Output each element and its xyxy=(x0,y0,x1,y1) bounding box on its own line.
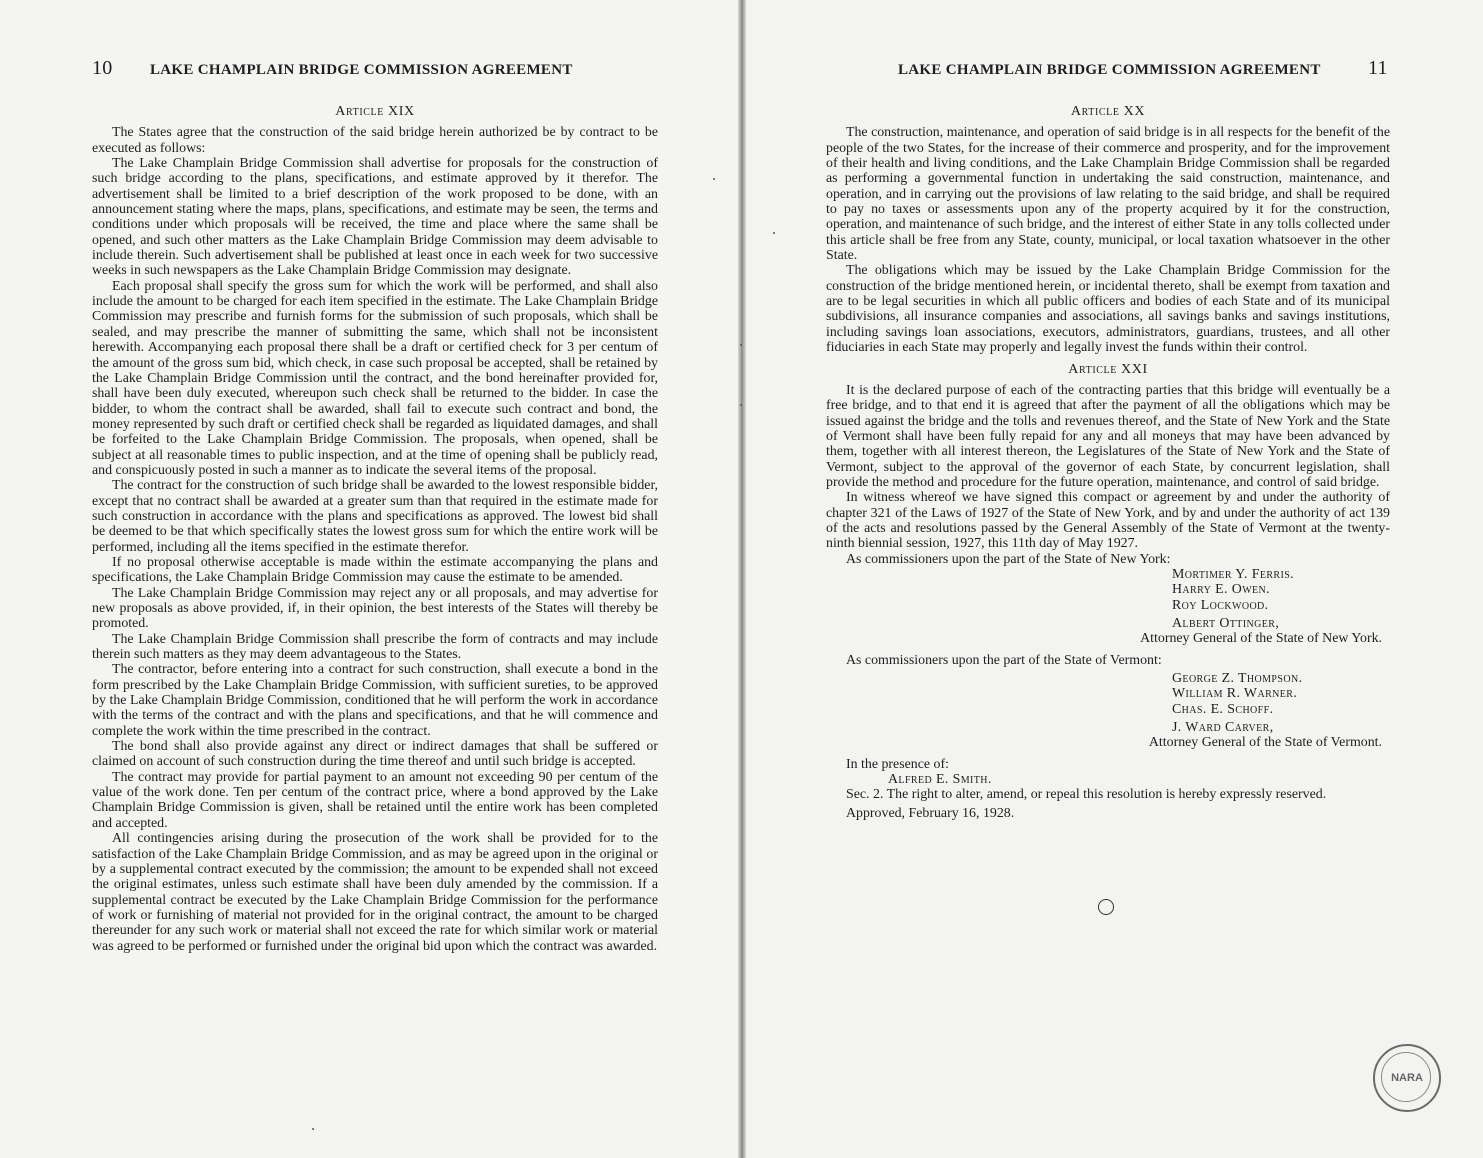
paragraph: All contingencies arising during the prosecution of the work shall be provided for to the satisfaction of the Lake Champlain Bridge Commission, and as may be agreed upon in the original or by a supplemental contract executed by the commission; the amount to be expended shall not exceed the original estimates, unless such estimate shall have been duly amended by the commission. If a supplemental contract be executed by the Lake Champlain Bridge Commission for the performance of work or furnishing of material not provided for in the original contract, the amount to be charged thereunder for any such work or material shall not exceed the rate for which similar work or material was agreed to be performed or furnished under the original bid upon which the contract was awarded. xyxy=(92,831,658,954)
speck xyxy=(740,344,742,346)
article-title: Article XXI xyxy=(1068,361,1148,377)
paragraph: In witness whereof we have signed this compact or agreement by and under the authority of chapter 321 of the Laws of 1927 of the State of New York, and by and under the authority of act 139 of the acts and resolutions passed by the General Assembly of the State of Vermont at the twenty-ninth biennial session, 1927, this 11th day of May 1927. xyxy=(826,490,1390,552)
right-page-header xyxy=(898,57,1388,90)
signer-name: J. Ward Carver, xyxy=(1172,720,1274,736)
paragraph: The contractor, before entering into a contract for such construction, shall execute a bond in the form prescribed by the Lake Champlain Bridge Commission, with sufficient sureties, to be approved by the Lake Champlain Bridge Commission, conditioned that he will perform the work in accordance with the terms of the contract and with the plans and specifications, and that he will commence and complete the work within the time prescribed in the contract. xyxy=(92,662,658,739)
speck xyxy=(713,178,715,180)
article-title: Article XX xyxy=(1070,104,1146,119)
speck xyxy=(773,232,775,234)
stamp-label: NARA xyxy=(1391,1072,1423,1084)
signer-name: Albert Ottinger, xyxy=(1172,616,1280,631)
section-2: Sec. 2. The right to alter, amend, or repeal this resolution is hereby expressly reserved. xyxy=(846,787,1327,803)
paragraph: The contract may provide for partial payment to an amount not exceeding 90 per centum of the value of the work done. Ten per centum of the contract price, where a bond approved by the Lake Champlain Bridge Commission is given, shall be retained until the entire work has been completed and accepted. xyxy=(92,769,658,831)
paragraph: It is the declared purpose of each of the contracting parties that this bridge will eventually be a free bridge, and to that end it is agreed that after the payment of all the obligations which may be issued against the bridge and the tolls and revenues thereof, and the State of New York and the State of Vermont shall have been fully repaid for any and all moneys that may have been advanced by them, together with all interest thereon, the Legislatures of the State of New York and the State of Vermont, subject to the approval of the governor of each State, by concurrent legislation, shall provide the method and procedure for the future operation, maintenance, and control of said bridge. xyxy=(826,382,1390,490)
running-head: LAKE CHAMPLAIN BRIDGE COMMISSION AGREEMENT xyxy=(898,62,1321,78)
signer-name: Roy Lockwood. xyxy=(1172,597,1269,613)
presence-intro: In the presence of: xyxy=(846,756,949,772)
signer-name: Chas. E. Schoff. xyxy=(1172,701,1274,717)
approved-date: Approved, February 16, 1928. xyxy=(846,805,1015,821)
paragraph: Each proposal shall specify the gross sum for which the work will be performed, and shall also include the amount to be charged for each item specified in the estimate. The Lake Champlain Bridge Commission may prescribe and furnish forms for the submission of such proposals, which shall be sealed, and may prescribe the manner of submitting the same, which shall not be inconsistent herewith. Accompanying each proposal there shall be a draft or certified check for 3 per centum of the amount of the gross sum bid, which check, in case such proposal be accepted, shall be retained by the Lake Champlain Bridge Commission until the contract, and the bond hereinafter provided for, shall have been duly executed, whereupon such check shall be returned to the bidder. In case the bidder, to whom the contract shall be awarded, shall fail to execute such contract and bond, the money represented by such draft or certified check shall be regarded as liquidated damages, and shall be forfeited to the Lake Champlain Bridge Commission. The proposals, when opened, shall be subject at all reasonable times to public inspection, and at the time of opening shall be publicly read, and conspicuously posted in such a manner as to indicate the several items of the proposal. xyxy=(92,278,658,478)
paragraph: The obligations which may be issued by the Lake Champlain Bridge Commission for the construction of the bridge mentioned herein, or incidental thereto, shall be exempt from taxation and are to be legal securities in which all public officers and bodies of each State and of its municipal subdivisions, all insurance companies and associations, all savings banks and savings institutions, including savings loan associations, executors, administrators, guardians, trustees, and all other fiduciaries in each State may properly and legally invest the funds within their control. xyxy=(826,263,1390,356)
right-page xyxy=(746,0,1483,1158)
signer-name: Mortimer Y. Ferris. xyxy=(1172,566,1295,582)
paragraph: If no proposal otherwise acceptable is made within the estimate accompanying the plans and specifications, the Lake Champlain Bridge Commission may cause the estimate to be amended. xyxy=(92,554,658,586)
page-number: 10 xyxy=(92,57,113,79)
paragraph: The Lake Champlain Bridge Commission may reject any or all proposals, and may advertise for new proposals as above provided, if, in their opinion, the best interests of the States will thereby be promoted. xyxy=(92,585,658,632)
signer-name: George Z. Thompson. xyxy=(1172,671,1303,687)
attorney-general-title: Attorney General of the State of Vermont. xyxy=(1148,735,1382,751)
paragraph: The Lake Champlain Bridge Commission shall advertise for proposals for the construction of such bridge according to the plans, specifications, and estimate approved by it therefor. The advertisement shall be limited to a brief description of the work proposed to be done, with an announcement stating where the maps, plans, specifications, and estimate may be seen, the terms and conditions under which proposals will be received, the time and place where the same shall be opened, and such other matters as the Lake Champlain Bridge Commission may deem advisable to include therein. Such advertisement shall be published at least once in each week for two successive weeks in such newspapers as the Lake Champlain Bridge Commission may designate. xyxy=(92,156,658,279)
paragraph: The construction, maintenance, and operation of said bridge is in all respects for the benefit of the people of the two States, for the increase of their commerce and prosperity, and for the improvement of their health and living conditions, and the Lake Champlain Bridge Commission shall be regarded as performing a governmental function in undertaking the said construction, maintenance, and operation, and in carrying out the provisions of law relating to the said bridge, and shall be required to pay no taxes or assessments upon any of the property acquired by it for the construction, operation, and maintenance of such bridge, and the interest of either State in any tolls collected under this article shall be free from any State, county, municipal, or local taxation whatsoever in the other State. xyxy=(826,125,1390,264)
article-title: Article XIX xyxy=(335,104,415,119)
paragraph: The bond shall also provide against any direct or indirect damages that shall be suffered or claimed on account of such construction during the time thereof and until such bridge is accepted. xyxy=(92,739,658,770)
page-number: 11 xyxy=(1368,57,1388,79)
right-page-body xyxy=(826,104,1390,821)
book-gutter xyxy=(738,0,746,1158)
attorney-general-title: Attorney General of the State of New York. xyxy=(1140,631,1382,647)
archive-stamp xyxy=(1373,1044,1441,1112)
circle-mark xyxy=(1098,899,1114,915)
running-head: LAKE CHAMPLAIN BRIDGE COMMISSION AGREEMENT xyxy=(150,62,573,78)
paragraph: The States agree that the construction of the said bridge herein authorized be by contract to be executed as follows: xyxy=(92,125,658,156)
paragraph: The Lake Champlain Bridge Commission shall prescribe the form of contracts and may include therein such matters as they may deem advantageous to the States. xyxy=(92,631,658,663)
speck xyxy=(740,404,742,406)
vt-commissioners-intro: As commissioners upon the part of the State of Vermont: xyxy=(846,652,1162,668)
left-page-body xyxy=(92,104,658,954)
presence-name: Alfred E. Smith. xyxy=(888,772,992,788)
speck xyxy=(312,1128,314,1130)
ny-commissioners-intro: As commissioners upon the part of the State of New York: xyxy=(846,551,1171,567)
left-page-header xyxy=(92,57,662,90)
signer-name: William R. Warner. xyxy=(1172,686,1298,702)
signer-name: Harry E. Owen. xyxy=(1172,582,1271,598)
left-page xyxy=(0,0,738,1158)
paragraph: The contract for the construction of such bridge shall be awarded to the lowest responsible bidder, except that no contract shall be awarded at a greater sum than that required in the estimate made for such construction in accordance with the plans and specifications as approved. The lowest bid shall be deemed to be that which specifically states the lowest gross sum for which the entire work will be performed, including all the items specified in the estimate therefor. xyxy=(92,478,658,555)
